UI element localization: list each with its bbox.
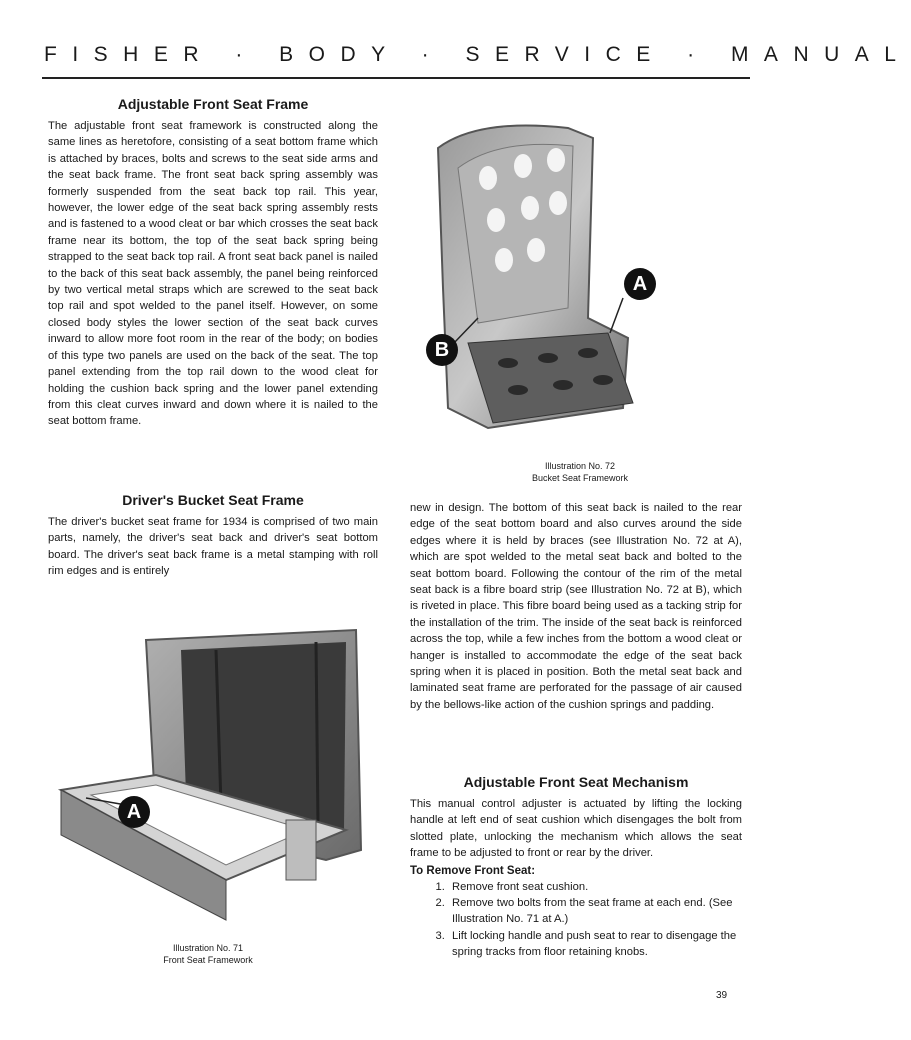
callout-b-badge: B [426, 334, 458, 366]
front-seat-photo [56, 620, 376, 930]
callout-a-badge: A [118, 796, 150, 828]
section-drivers-bucket-seat-frame [48, 492, 378, 580]
procedure-subheading: To Remove Front Seat: [410, 864, 536, 877]
section-body-left: The driver's bucket seat frame for 1934 is comprised of two main parts, namely, the driver's seat back and driver's seat bottom board. The driver's seat back frame is a metal stamping with roll rim edges and is entirely [48, 516, 378, 578]
header-rule [42, 77, 750, 79]
section-heading: Driver's Bucket Seat Frame [122, 492, 304, 508]
illustration-72-caption [500, 460, 660, 484]
section-heading: Adjustable Front Seat Mechanism [463, 774, 689, 790]
page-number: 39 [716, 990, 728, 1001]
section-body-right: new in design. The bottom of this seat back is nailed to the rear edge of the seat bottom board and also curves around the side edges where it is held by braces (see Illustration No. 72 at A), which are spot welded to the metal seat back and bolted to the seat bottom board. Following the contour of the rim of the metal seat back is a fibre board strip (see Illustration No. 72 at B), which is riveted in place. This fibre board being used as a tacking strip for the installation of the trim. The inside of the seat back is reinforced across the top, while a few inches from the bottom a wood cleat or hanger is installed to accommodate the edge of the seat back spring when it is placed in position. Both the metal seat back and laminated seat frame are perforated for the passage of air caused by the bellows-like action of the cushion springs and padding. [410, 502, 742, 711]
section-body: This manual control adjuster is actuated by lifting the locking handle at left end of seat cushion which disengages the bolt from slotted plate, unlocking the mechanism which allows the seat frame to be adjusted to front or rear by the driver. [410, 798, 742, 860]
section-heading: Adjustable Front Seat Frame [117, 96, 309, 112]
section-adjustable-front-seat-mechanism [410, 774, 742, 961]
procedure-steps [410, 879, 742, 961]
step-item: 2. Remove two bolts from the seat frame at each end. (See Illustration No. 71 at A.) [448, 895, 742, 928]
illustration-71-caption [138, 942, 278, 966]
caption-title: Illustration No. 71 [172, 943, 244, 953]
step-item: 1. Remove front seat cushion. [448, 879, 742, 895]
section-drivers-bucket-seat-frame-continued [410, 500, 742, 713]
caption-title: Illustration No. 72 [544, 461, 616, 471]
caption-subtitle: Front Seat Framework [163, 955, 253, 965]
section-adjustable-front-seat-frame [48, 96, 378, 430]
bucket-seat-photo [418, 108, 658, 450]
caption-subtitle: Bucket Seat Framework [531, 473, 629, 483]
section-body: The adjustable front seat framework is constructed along the same lines as heretofore, consisting of a seat bottom frame which is attached by braces, bolts and screws to the seat side arms and the seat back frame. The front seat back spring assembly was formerly suspended from the seat back top rail. This year, however, the lower edge of the seat back spring assembly rests and is fastened to a wood cleat or bar which crosses the seat back frame near its bottom, the top of the seat back spring being strapped to the seat back top rail. A front seat back panel is nailed to the back of this seat back assembly, the panel being reinforced by two vertical metal straps which are screwed to the seat back top rail and spot welded to the panel itself. However, on some closed body styles the lower section of the seat back curves inward to allow more foot room in the rear of the body; on bodies of this type two panels are used on the back of the seat. The top panel extending from the top rail down to the wood cleat for holding the cushion back spring and the lower panel extending from this cleat curves inward and down where it is nailed to the seat bottom frame. [48, 120, 378, 428]
manual-header-title: FISHER · BODY · SERVICE · MANUAL [44, 43, 911, 66]
step-item: 3. Lift locking handle and push seat to rear to disengage the spring tracks from floor retaining knobs. [448, 928, 742, 961]
callout-a-badge: A [624, 268, 656, 300]
